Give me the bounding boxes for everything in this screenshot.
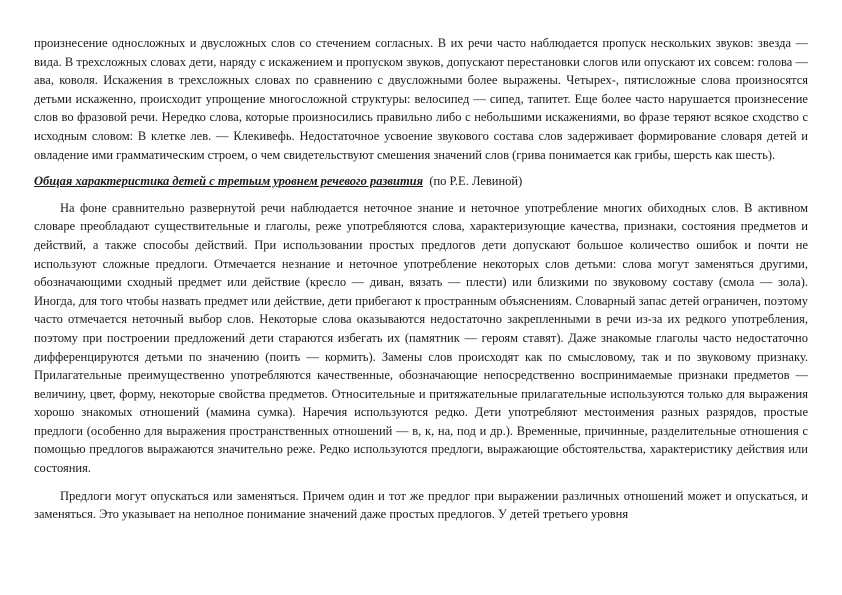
intro-paragraph: произнесение односложных и двусложных слов со стечением согласных. В их речи часто наблюдается пропуск нескольких звуков: звезда — вида. В трехсложных словах дети, наряду с искажением и пропуском звуков, допускают перестановки слогов или опускают их совсем: голова — ава, коволя. Искажения в трехсложных словах по сравнению с двусложными более выражены. Четырех-, пятисложные слова произносятся детьми искаженно, происходит упрощение многосложной структуры: велосипед — сипед, тапитет. Еще более часто нарушается произнесение слов во фразовой речи. Нередко слова, которые произносились правильно либо с небольшими искажениями, во фразе теряют всякое сходство с исходным словом: В клетке лев. — Клекивефь. Недостаточное усвоение звукового состава слов задерживает формирование словаря детей и овладение ими грамматическим строем, о чем свидетельствуют смешения значений слов (грива понимается как грибы, шерсть как шесть).	[34, 36, 808, 162]
body-paragraph-prepositions: Предлоги могут опускаться или заменяться. Причем один и тот же предлог при выражении различных отношений может и опускаться, и заменяться. Это указывает на неполное понимание значений даже простых предлогов. У детей третьего уровня	[34, 488, 808, 522]
section-heading-source: (по Р.Е. Левиной)	[429, 174, 523, 189]
body-paragraph-vocabulary: На фоне сравнительно развернутой речи наблюдается неточное знание и неточное употребление многих обиходных слов. В активном словаре преобладают существительные и глаголы, реже употребляются слова, характеризующие качества, признаки, состояния предметов и действий, а также способы действий. При использовании простых предлогов дети допускают большое количество ошибок и почти не используют сложные предлоги. Отмечается незнание и неточное употребление некоторых слов детьми: слова могут заменяться другими, обозначающими сходный предмет или действие (кресло — диван, вязать — плести) или близкими по звуковому составу (смола — зола). Иногда, для того чтобы назвать предмет или действие, дети прибегают к пространным объяснениям. Словарный запас детей ограничен, поэтому часто отмечается неточный выбор слов. Некоторые слова оказываются недостаточно закрепленными в речи из-за их редкого употребления, поэтому при построении предложений дети стараются избегать их (памятник — героям ставят). Даже знакомые глаголы часто недостаточно дифференцируются детьми по значению (поить — кормить). Замены слов происходят как по смысловому, так и по звуковому признаку. Прилагательные преимущественно употребляются качественные, обозначающие непосредственно воспринимаемые признаки предметов — величину, цвет, форму, некоторые свойства предметов. Относительные и притяжательные прилагательные используются только для выражения хорошо знакомых отношений (мамина сумка). Наречия используются редко. Дети употребляют местоимения разных разрядов, простые предлоги (особенно для выражения пространственных отношений — в, к, на, под и др.). Временные, причинные, разделительные отношения с помощью предлогов выражаются значительно реже. Редко используются предлоги, выражающие обстоятельства, характеристику действия или состояния.	[34, 200, 808, 476]
section-heading-title: Общая характеристика детей с третьим уровнем речевого развития	[34, 174, 424, 189]
section-heading	[34, 172, 808, 191]
